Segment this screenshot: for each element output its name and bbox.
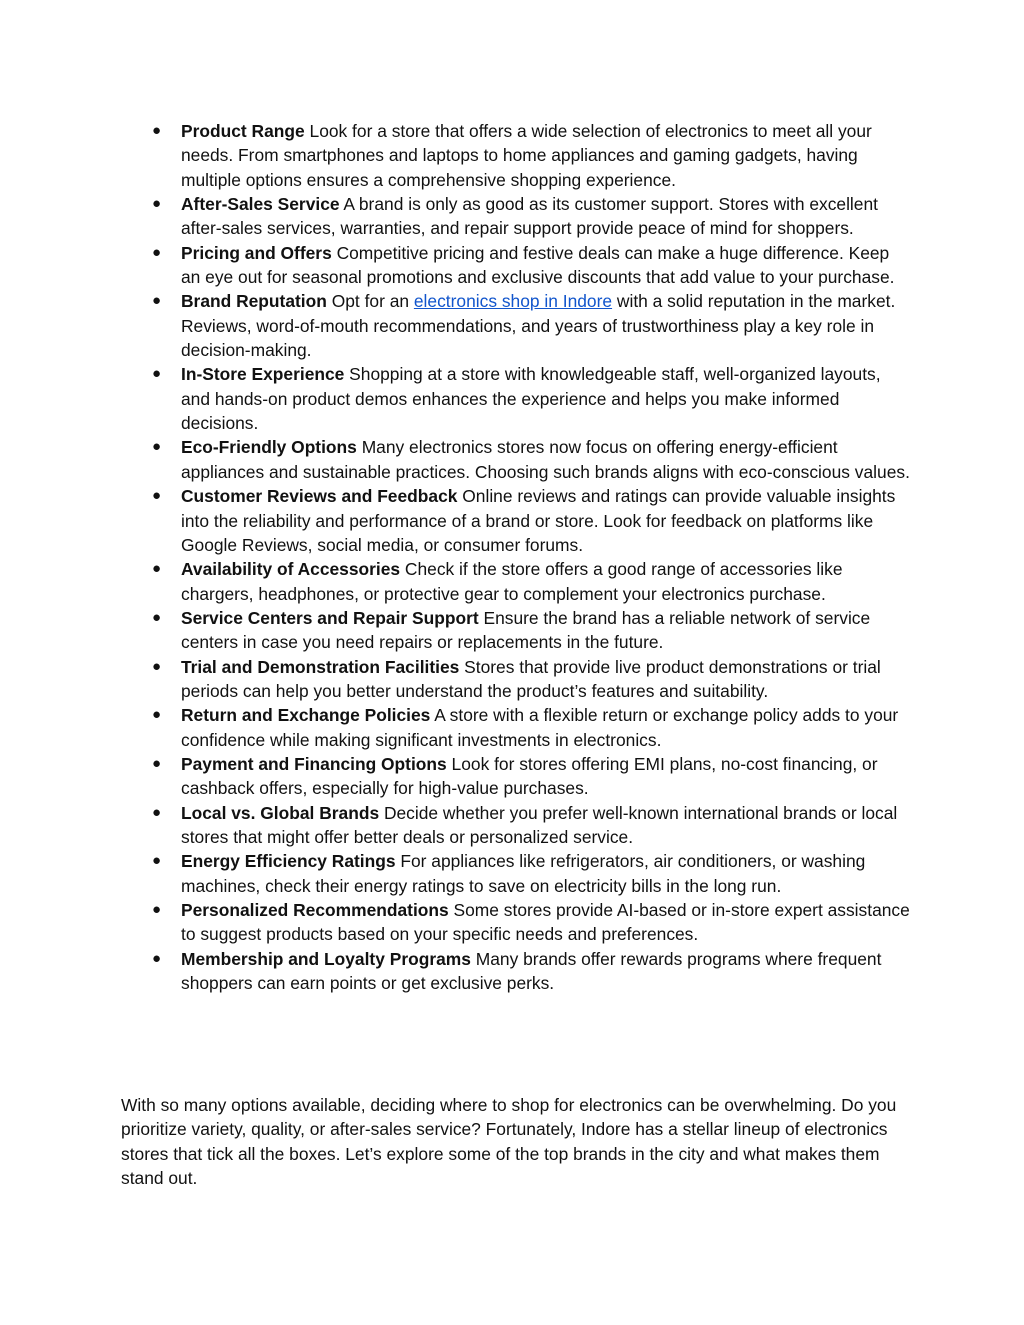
closing-paragraph: With so many options available, deciding where to shop for electronics can be overwhelming. Do you prioritize variety, quality, or after-sales service? Fortunately, Indore has a stellar lineup of electronics stores that tick all the boxes. Let’s explore some of the top brands in the city and what makes them stand out. (121, 1095, 897, 1189)
bullet-icon: ● (152, 754, 162, 772)
item-title: Availability of Accessories (181, 559, 401, 580)
item-title: Membership and Loyalty Programs (181, 948, 471, 969)
list-item (121, 241, 911, 290)
item-text: Decide whether you prefer well-known international brands or local stores that might offer better deals or personalized service. (181, 802, 898, 847)
bullet-icon: ● (152, 657, 162, 675)
item-text: Ensure the brand has a reliable network of service centers in case you need repairs or replacements in the future. (181, 607, 871, 653)
bullet-icon: ● (152, 706, 162, 724)
list-item (121, 849, 911, 898)
item-text: Look for a store that offers a wide selection of electronics to meet all your needs. From smartphones and laptops to home appliances and gaming gadgets, having multiple options ensures a comprehensive shopping experience. (181, 121, 872, 190)
list-item (121, 801, 911, 850)
bullet-icon: ● (152, 487, 162, 505)
item-title: Return and Exchange Policies (181, 705, 431, 726)
list-item (121, 119, 911, 192)
list-item (121, 362, 911, 435)
item-text: Opt for an (326, 291, 414, 312)
list-item (121, 484, 911, 557)
bullet-icon: ● (152, 122, 162, 139)
item-title: Local vs. Global Brands (181, 802, 380, 823)
item-text: Online reviews and ratings can provide valuable insights into the reliability and performance of a brand or store. Look for feedback on platforms like Google Reviews, social media, or consumer forums. (181, 486, 896, 555)
item-text: Stores that provide live product demonstrations or trial periods can help you better understand the product’s features and suitability. (181, 656, 881, 701)
list-item (121, 435, 911, 484)
list-item (121, 947, 911, 996)
bullet-icon: ● (152, 195, 162, 213)
item-title: After-Sales Service (181, 194, 340, 215)
item-text: Some stores provide AI-based or in-store expert assistance to suggest products based on your specific needs and preferences. (181, 900, 910, 945)
bullet-icon: ● (152, 560, 162, 578)
bullet-icon: ● (152, 608, 162, 626)
item-title: In-Store Experience (181, 364, 345, 385)
item-text: A store with a flexible return or exchange policy adds to your confidence while making significant investments in electronics. (181, 705, 899, 750)
item-text: Check if the store offers a good range of accessories like chargers, headphones, or protective gear to complement your electronics purchase. (181, 559, 843, 604)
bullet-icon: ● (152, 292, 162, 310)
item-text: Shopping at a store with knowledgeable staff, well-organized layouts, and hands-on product demos enhances the experience and helps you make informed decisions. (181, 364, 881, 434)
list-item (121, 192, 911, 241)
electronics-shop-link[interactable]: electronics shop in Indore (413, 291, 613, 312)
factors-list (121, 119, 911, 995)
item-title: Brand Reputation (181, 291, 327, 312)
item-text: Look for stores offering EMI plans, no-cost financing, or cashback offers, especially for high-value purchases. (181, 753, 878, 799)
bullet-icon: ● (152, 803, 162, 821)
bullet-icon: ● (152, 243, 162, 261)
item-title: Eco-Friendly Options (181, 437, 357, 458)
list-item (121, 898, 911, 947)
list-item (121, 606, 911, 655)
item-title: Trial and Demonstration Facilities (181, 656, 460, 677)
item-title: Product Range (181, 121, 305, 141)
list-item (121, 703, 911, 752)
list-item (121, 557, 911, 606)
bullet-icon: ● (152, 949, 162, 967)
list-item (121, 655, 911, 704)
list-item (121, 289, 911, 362)
item-text: Many electronics stores now focus on offering energy-efficient appliances and sustainable practices. Choosing such brands aligns with eco-conscious values. (181, 437, 910, 482)
bullet-icon: ● (152, 438, 162, 456)
bullet-icon: ● (152, 901, 162, 918)
item-text: Competitive pricing and festive deals can make a huge difference. Keep an eye out for seasonal promotions and exclusive discounts that add value to your purchase. (181, 242, 895, 288)
item-title: Customer Reviews and Feedback (181, 486, 458, 507)
item-title: Energy Efficiency Ratings (181, 851, 396, 872)
item-title: Payment and Financing Options (181, 753, 447, 774)
bullet-icon: ● (152, 365, 162, 383)
bullet-icon: ● (152, 852, 162, 870)
item-title: Service Centers and Repair Support (181, 607, 479, 628)
list-item (121, 752, 911, 801)
item-text: A brand is only as good as its customer support. Stores with excellent after-sales services, warranties, and repair support provide peace of mind for shoppers. (181, 194, 878, 239)
item-title: Pricing and Offers (181, 242, 332, 263)
item-text: with a solid reputation in the market. Reviews, word-of-mouth recommendations, and years of trustworthiness play a key role in decision-making. (181, 291, 896, 361)
item-text: Many brands offer rewards programs where frequent shoppers can earn points or get exclusive perks. (181, 948, 882, 994)
item-text: For appliances like refrigerators, air conditioners, or washing machines, check their energy ratings to save on electricity bills in the long run. (181, 851, 866, 896)
item-title: Personalized Recommendations (181, 900, 449, 920)
